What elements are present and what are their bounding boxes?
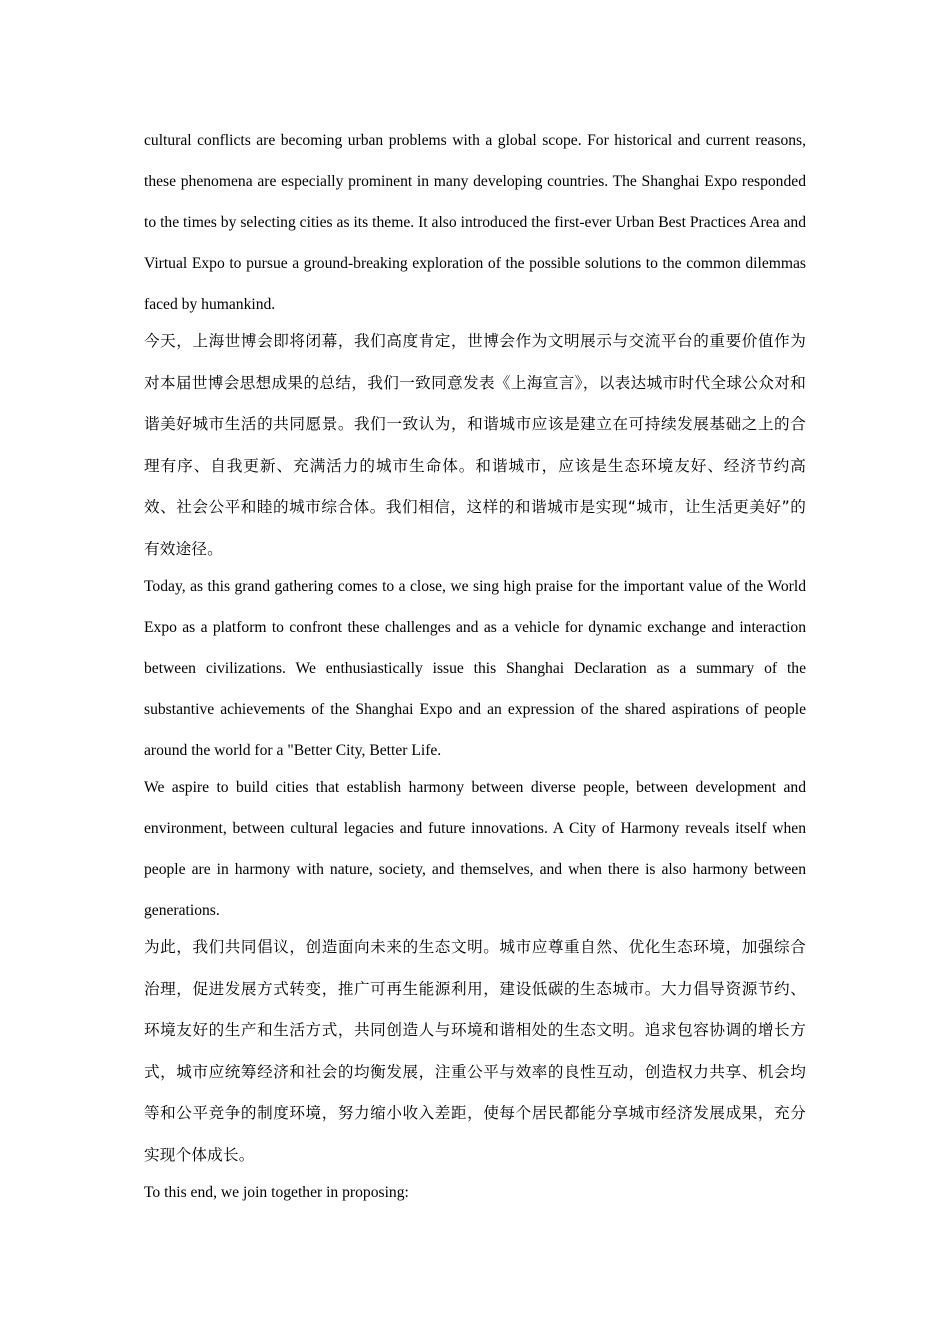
paragraph-urban-problems: cultural conflicts are becoming urban problems with a global scope. For historical and current reasons, these phenomena are especially prominent in many developing countries. The Shanghai Expo responded to the times by selecting cities as its theme. It also introduced the first-ever Urban Best Practices Area and Virtual Expo to pursue a ground-breaking exploration of the possible solutions to the common dilemmas faced by humankind. [144, 132, 806, 313]
paragraph-closing-en: Today, as this grand gathering comes to a close, we sing high praise for the important value of the World Expo as a platform to confront these challenges and as a vehicle for dynamic exchange and interaction between civilizations. We enthusiastically issue this Shanghai Declaration as a summary of the substantive achievements of the Shanghai Expo and an expression of the shared aspirations of people around the world for a "Better City, Better Life. [144, 578, 806, 759]
document-body [144, 120, 806, 1213]
paragraph-ecological-civilization-zh: 为此，我们共同倡议，创造面向未来的生态文明。城市应尊重自然、优化生态环境，加强综合治理，促进发展方式转变，推广可再生能源利用，建设低碳的生态城市。大力倡导资源节约、环境友好的生产和生活方式，共同创造人与环境和谐相处的生态文明。追求包容协调的增长方式，城市应统筹经济和社会的均衡发展，注重公平与效率的良性互动，创造权力共享、机会均等和公平竞争的制度环境，努力缩小收入差距，使每个居民都能分享城市经济发展成果，充分实现个体成长。 [144, 938, 806, 1164]
paragraph-city-of-harmony: We aspire to build cities that establish harmony between diverse people, between development and environment, between cultural legacies and future innovations. A City of Harmony reveals itself when people are in harmony with nature, society, and themselves, and when there is also harmony between generations. [144, 779, 806, 919]
paragraph-proposing: To this end, we join together in proposing: [144, 1184, 409, 1201]
paragraph-closing-zh: 今天，上海世博会即将闭幕，我们高度肯定，世博会作为文明展示与交流平台的重要价值作为对本届世博会思想成果的总结，我们一致同意发表《上海宣言》，以表达城市时代全球公众对和谐美好城市生活的共同愿景。我们一致认为，和谐城市应该是建立在可持续发展基础之上的合理有序、自我更新、充满活力的城市生命体。和谐城市，应该是生态环境友好、经济节约高效、社会公平和睦的城市综合体。我们相信，这样的和谐城市是实现“城市，让生活更美好”的有效途径。 [144, 332, 806, 558]
